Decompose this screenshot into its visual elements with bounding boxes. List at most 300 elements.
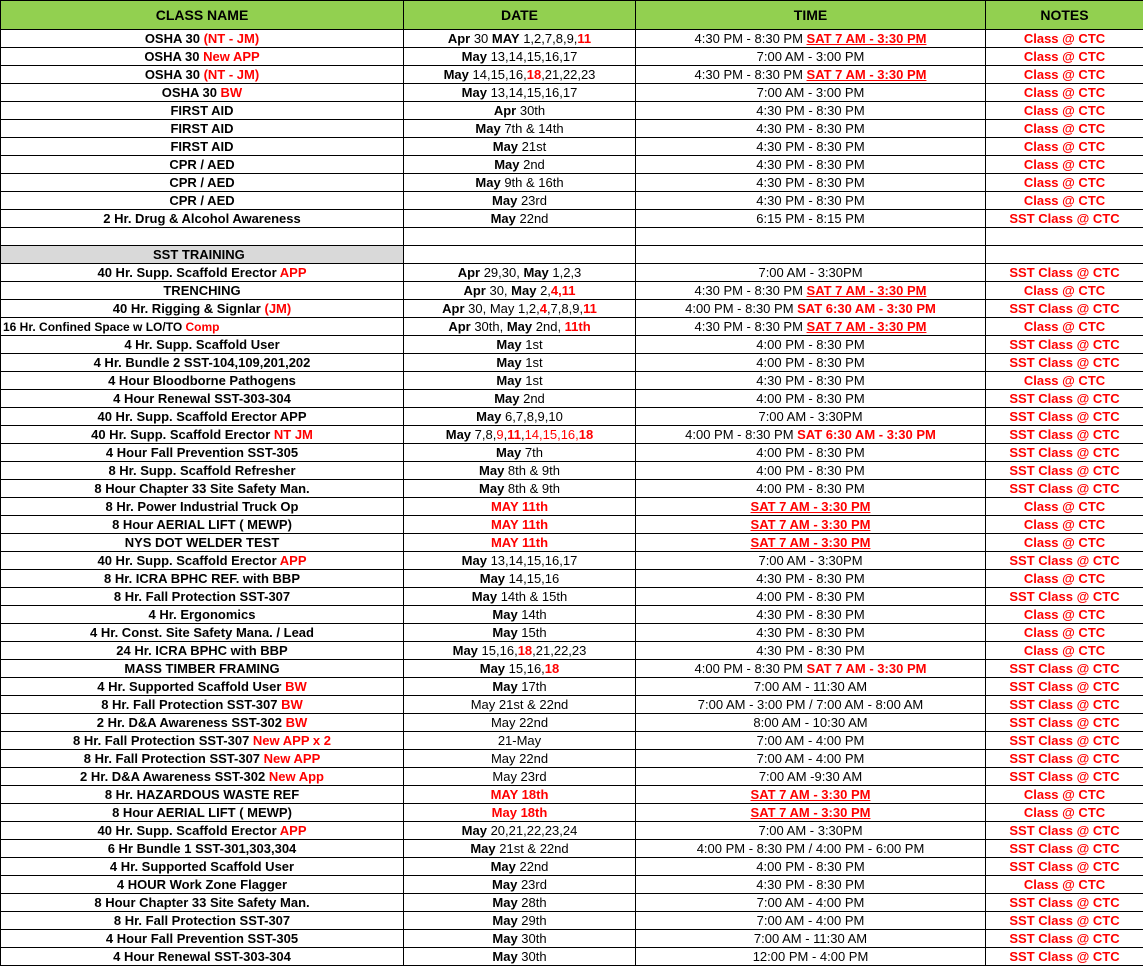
class-name-cell (1, 282, 404, 300)
class-name-cell (1, 192, 404, 210)
class-name-cell (1, 390, 404, 408)
class-name-cell (1, 948, 404, 966)
class-name-cell (1, 300, 404, 318)
text-run: 1,2,3 (548, 264, 582, 280)
text-run: 22nd (515, 858, 549, 874)
class-name-cell (1, 930, 404, 948)
table-row (1, 786, 1143, 804)
date-cell (404, 858, 636, 876)
notes-cell: SST Class @ CTC (986, 552, 1143, 570)
time-cell (636, 372, 986, 390)
text-run: OSHA 30 (144, 66, 204, 82)
text-run: 15,16, (477, 642, 518, 658)
text-run: 30th (517, 948, 547, 964)
class-name-cell (1, 912, 404, 930)
empty-cell (986, 246, 1143, 264)
notes-cell: SST Class @ CTC (986, 480, 1143, 498)
text-run: 4:30 PM - 8:30 PM (756, 876, 865, 892)
class-name-cell (1, 570, 404, 588)
text-run: May (492, 912, 518, 928)
text-run: May (494, 390, 520, 406)
text-run: 4 Hr. Supp. Scaffold User (124, 336, 280, 352)
text-run: 8 Hr. Fall Protection SST-307 (113, 912, 291, 928)
class-name-cell (1, 498, 404, 516)
text-run: May (461, 822, 487, 838)
notes-cell: SST Class @ CTC (986, 930, 1143, 948)
time-cell (636, 930, 986, 948)
text-run: May (461, 552, 487, 568)
date-cell (404, 138, 636, 156)
text-run: 2 Hr. D&A Awareness SST-302 (80, 768, 269, 784)
time-cell (636, 30, 986, 48)
table-row (1, 552, 1143, 570)
text-run: 7:00 AM - 3:00 PM (756, 84, 865, 100)
notes-cell: SST Class @ CTC (986, 210, 1143, 228)
text-run: May (471, 588, 498, 604)
empty-cell (1, 228, 404, 246)
text-run: 4:00 PM - 8:30 PM (756, 444, 865, 460)
text-run: May (443, 66, 469, 82)
table-row (1, 138, 1143, 156)
time-cell (636, 534, 986, 552)
text-run: 1st (521, 372, 543, 388)
text-run: 4,11 (550, 282, 576, 298)
notes-cell: SST Class @ CTC (986, 336, 1143, 354)
table-row (1, 462, 1143, 480)
text-run: May (496, 336, 522, 352)
text-run: 4:00 PM - 8:30 PM (756, 588, 865, 604)
text-run: 8 Hr. Fall Protection SST-307 (113, 588, 291, 604)
text-run: 4 Hr. Supported Scaffold User (109, 858, 295, 874)
text-run: May (506, 318, 533, 334)
text-run: BW (220, 84, 243, 100)
text-run: Apr (447, 30, 471, 46)
table-row (1, 768, 1143, 786)
text-run: TRENCHING (163, 282, 241, 298)
time-cell (636, 786, 986, 804)
time-cell (636, 822, 986, 840)
text-run: 20,21,22,23,24 (486, 822, 578, 838)
text-run: 4:30 PM - 8:30 PM (694, 282, 807, 298)
text-run: 4 (539, 300, 547, 316)
time-cell (636, 462, 986, 480)
time-cell (636, 84, 986, 102)
class-name-cell (1, 516, 404, 534)
time-cell (636, 678, 986, 696)
text-run: Apr (457, 264, 481, 280)
class-name-cell (1, 588, 404, 606)
time-cell (636, 264, 986, 282)
notes-cell: Class @ CTC (986, 138, 1143, 156)
text-run: 7:00 AM - 3:30PM (758, 264, 863, 280)
notes-cell: Class @ CTC (986, 174, 1143, 192)
text-run: 7:00 AM - 4:00 PM (756, 894, 865, 910)
text-run: 14,15,16 (505, 570, 560, 586)
text-run: May 18th (491, 804, 548, 820)
text-run: 8th & 9th (504, 480, 560, 496)
text-run: May (496, 444, 522, 460)
text-run: May (461, 48, 487, 64)
text-run: 30, May 1,2, (464, 300, 540, 316)
text-run: ,7,8,9, (546, 300, 584, 316)
table-row (1, 192, 1143, 210)
text-run: May (479, 660, 506, 676)
notes-cell: Class @ CTC (986, 84, 1143, 102)
text-run: 4 Hour Fall Prevention SST-305 (105, 444, 299, 460)
text-run: 7:00 AM - 3:30PM (758, 822, 863, 838)
time-cell (636, 66, 986, 84)
table-row (1, 300, 1143, 318)
text-run: 4 Hr. Ergonomics (148, 606, 256, 622)
date-cell (404, 120, 636, 138)
notes-cell: Class @ CTC (986, 498, 1143, 516)
time-cell (636, 732, 986, 750)
time-cell (636, 408, 986, 426)
date-cell (404, 480, 636, 498)
class-name-cell (1, 210, 404, 228)
text-run: Comp (185, 319, 220, 334)
header-class-name: CLASS NAME (1, 1, 404, 30)
time-cell (636, 354, 986, 372)
date-cell (404, 696, 636, 714)
table-row (1, 822, 1143, 840)
time-cell (636, 120, 986, 138)
text-run: May (490, 858, 516, 874)
class-name-cell (1, 696, 404, 714)
time-cell (636, 336, 986, 354)
class-name-cell (1, 354, 404, 372)
date-cell (404, 84, 636, 102)
text-run: MAY 11th (490, 498, 549, 514)
text-run: 18 (544, 660, 560, 676)
text-run: 7th (521, 444, 543, 460)
text-run: MAY 11th (490, 534, 549, 550)
text-run: CPR / AED (169, 192, 235, 208)
schedule-body (1, 30, 1143, 966)
text-run: SAT 6:30 AM - 3:30 PM (797, 426, 936, 442)
class-name-cell (1, 138, 404, 156)
time-cell (636, 714, 986, 732)
text-run: May (496, 354, 522, 370)
time-cell (636, 894, 986, 912)
date-cell (404, 48, 636, 66)
text-run: 4:00 PM - 8:30 PM (685, 426, 798, 442)
notes-cell: SST Class @ CTC (986, 948, 1143, 966)
date-cell (404, 354, 636, 372)
text-run: 6 Hr Bundle 1 SST-301,303,304 (107, 840, 297, 856)
text-run: 8 Hour Chapter 33 Site Safety Man. (94, 480, 310, 496)
date-cell (404, 174, 636, 192)
class-name-cell (1, 444, 404, 462)
text-run: 7,8, (471, 426, 497, 442)
text-run: 14,15,16, (524, 426, 579, 442)
table-row (1, 696, 1143, 714)
date-cell (404, 768, 636, 786)
time-cell (636, 48, 986, 66)
text-run: May (461, 84, 487, 100)
text-run: May (492, 894, 518, 910)
text-run: 4:30 PM - 8:30 PM (756, 372, 865, 388)
text-run: 8:00 AM - 10:30 AM (753, 714, 868, 730)
text-run: BW (285, 678, 307, 694)
table-row (1, 660, 1143, 678)
text-run: 7:00 AM - 11:30 AM (753, 678, 868, 694)
text-run: Apr (493, 102, 517, 118)
text-run: May (476, 408, 502, 424)
notes-cell: SST Class @ CTC (986, 390, 1143, 408)
notes-cell: Class @ CTC (986, 606, 1143, 624)
time-cell (636, 300, 986, 318)
text-run: 4:00 PM - 8:30 PM (756, 336, 865, 352)
text-run: 21-May (497, 732, 542, 748)
table-row (1, 426, 1143, 444)
notes-cell: SST Class @ CTC (986, 300, 1143, 318)
text-run: 8 Hr. Fall Protection SST-307 (73, 732, 253, 748)
text-run: 2nd, (532, 318, 565, 334)
text-run: MAY 11th (490, 516, 549, 532)
notes-cell: Class @ CTC (986, 642, 1143, 660)
text-run: 8th & 9th (504, 462, 560, 478)
text-run: (NT - JM) (203, 66, 260, 82)
text-run: May (492, 606, 518, 622)
text-run: 14th & 15th (497, 588, 568, 604)
table-row (1, 30, 1143, 48)
time-cell (636, 390, 986, 408)
header-row (1, 1, 1143, 30)
table-row (1, 264, 1143, 282)
date-cell (404, 30, 636, 48)
date-cell (404, 912, 636, 930)
table-row (1, 156, 1143, 174)
text-run: 4:00 PM - 8:30 PM (685, 300, 798, 316)
text-run: 40 Hr. Supp. Scaffold Erector (91, 426, 274, 442)
notes-cell: Class @ CTC (986, 30, 1143, 48)
text-run: 8 Hr. Supp. Scaffold Refresher (108, 462, 296, 478)
class-name-cell (1, 876, 404, 894)
date-cell (404, 786, 636, 804)
text-run: MASS TIMBER FRAMING (124, 660, 280, 676)
class-name-cell (1, 336, 404, 354)
text-run: 8 Hr. Power Industrial Truck Op (105, 498, 299, 514)
text-run: MAY 18th (490, 786, 549, 802)
text-run: May (452, 642, 478, 658)
text-run: 4 Hr. Bundle 2 SST-104,109,201,202 (93, 354, 311, 370)
text-run: May 23rd (492, 768, 547, 784)
text-run: 2nd (519, 390, 545, 406)
text-run: 4:30 PM - 8:30 PM (694, 318, 807, 334)
class-name-cell (1, 534, 404, 552)
text-run: 2nd (519, 156, 545, 172)
time-cell (636, 426, 986, 444)
text-run: SAT 6:30 AM - 3:30 PM (797, 300, 936, 316)
text-run: 8 Hr. Fall Protection SST-307 (83, 750, 264, 766)
date-cell (404, 390, 636, 408)
text-run: , (520, 426, 525, 442)
class-name-cell (1, 606, 404, 624)
table-row (1, 732, 1143, 750)
text-run: (JM) (264, 300, 292, 316)
class-name-cell (1, 750, 404, 768)
text-run: 24 Hr. ICRA BPHC with BBP (116, 642, 288, 658)
text-run: 4 Hr. Supported Scaffold User (97, 678, 286, 694)
text-run: 7:00 AM -9:30 AM (758, 768, 863, 784)
text-run: SAT 7 AM - 3:30 PM (750, 498, 871, 514)
text-run: APP (279, 264, 307, 280)
date-cell (404, 732, 636, 750)
text-run: 7:00 AM - 3:00 PM / 7:00 AM - 8:00 AM (697, 696, 924, 712)
class-name-cell (1, 30, 404, 48)
class-name-cell (1, 318, 404, 336)
text-run: 21st & 22nd (495, 840, 569, 856)
text-run: May (445, 426, 472, 442)
date-cell (404, 210, 636, 228)
text-run: 6,7,8,9,10 (501, 408, 563, 424)
time-cell (636, 624, 986, 642)
text-run: OSHA 30 (144, 30, 204, 46)
text-run: New APP (203, 48, 260, 64)
class-name-cell (1, 714, 404, 732)
date-cell (404, 372, 636, 390)
text-run: SAT 7 AM - 3:30 PM (806, 318, 927, 334)
time-cell (636, 858, 986, 876)
text-run: FIRST AID (170, 102, 234, 118)
date-cell (404, 336, 636, 354)
text-run: 2 Hr. D&A Awareness SST-302 (96, 714, 286, 730)
table-row (1, 282, 1143, 300)
table-row (1, 606, 1143, 624)
text-run: 8 Hour AERIAL LIFT ( MEWP) (112, 516, 292, 532)
text-run: (NT - JM) (203, 30, 260, 46)
time-cell (636, 876, 986, 894)
text-run: 30 (470, 30, 492, 46)
time-cell (636, 282, 986, 300)
header-time: TIME (636, 1, 986, 30)
notes-cell: SST Class @ CTC (986, 858, 1143, 876)
date-cell (404, 516, 636, 534)
text-run: FIRST AID (170, 120, 234, 136)
table-row (1, 372, 1143, 390)
text-run: 6:15 PM - 8:15 PM (756, 210, 865, 226)
text-run: 30th, (470, 318, 507, 334)
text-run: 4:30 PM - 8:30 PM (756, 120, 865, 136)
class-name-cell (1, 48, 404, 66)
class-name-cell (1, 840, 404, 858)
text-run: 16 Hr. Confined Space w LO/TO (3, 319, 186, 334)
time-cell (636, 840, 986, 858)
text-run: SAT 7 AM - 3:30 PM (750, 804, 871, 820)
text-run: 13,14,15,16,17 (486, 84, 578, 100)
text-run: 40 Hr. Supp. Scaffold Erector APP (97, 408, 307, 424)
text-run: CPR / AED (169, 174, 235, 190)
date-cell (404, 750, 636, 768)
class-name-cell (1, 858, 404, 876)
date-cell (404, 444, 636, 462)
table-row (1, 804, 1143, 822)
class-name-cell (1, 426, 404, 444)
date-cell (404, 192, 636, 210)
blank-row (1, 228, 1143, 246)
text-run: 1st (521, 354, 543, 370)
text-run: 2 Hr. Drug & Alcohol Awareness (103, 210, 301, 226)
text-run: 7:00 AM - 3:30PM (758, 408, 863, 424)
text-run: 4 Hour Bloodborne Pathogens (108, 372, 296, 388)
class-name-cell (1, 624, 404, 642)
date-cell (404, 822, 636, 840)
text-run: New APP x 2 (252, 732, 331, 748)
text-run: 9th & 16th (500, 174, 564, 190)
text-run: Apr (463, 282, 486, 298)
class-name-cell (1, 120, 404, 138)
time-cell (636, 156, 986, 174)
text-run: 4:30 PM - 8:30 PM (756, 156, 865, 172)
notes-cell: Class @ CTC (986, 156, 1143, 174)
text-run: May (494, 156, 520, 172)
text-run: Apr (448, 318, 471, 334)
text-run: 1st (521, 336, 543, 352)
table-row (1, 714, 1143, 732)
notes-cell: SST Class @ CTC (986, 678, 1143, 696)
empty-cell (636, 246, 986, 264)
table-row (1, 642, 1143, 660)
notes-cell: SST Class @ CTC (986, 822, 1143, 840)
table-row (1, 336, 1143, 354)
class-name-cell (1, 552, 404, 570)
class-name-cell (1, 372, 404, 390)
notes-cell: Class @ CTC (986, 48, 1143, 66)
text-run: 4 Hour Renewal SST-303-304 (113, 948, 291, 964)
text-run: BW (281, 696, 303, 712)
table-row (1, 930, 1143, 948)
text-run: May (523, 264, 549, 280)
text-run: 22nd (515, 210, 549, 226)
text-run: OSHA 30 (161, 84, 221, 100)
text-run: 15,16, (505, 660, 545, 676)
notes-cell: SST Class @ CTC (986, 696, 1143, 714)
empty-cell (986, 228, 1143, 246)
notes-cell: SST Class @ CTC (986, 408, 1143, 426)
class-name-cell (1, 678, 404, 696)
text-run: CPR / AED (169, 156, 235, 172)
date-cell (404, 660, 636, 678)
table-row (1, 84, 1143, 102)
text-run: 12:00 PM - 4:00 PM (752, 948, 869, 964)
text-run: MAY (491, 30, 520, 46)
class-name-cell (1, 804, 404, 822)
text-run: 28th (517, 894, 547, 910)
text-run: 7:00 AM - 4:00 PM (756, 912, 865, 928)
class-name-cell (1, 174, 404, 192)
table-row (1, 408, 1143, 426)
text-run: 8 Hr. HAZARDOUS WASTE REF (104, 786, 300, 802)
text-run: 11 (577, 30, 592, 46)
notes-cell: SST Class @ CTC (986, 426, 1143, 444)
text-run: FIRST AID (170, 138, 234, 154)
notes-cell: SST Class @ CTC (986, 444, 1143, 462)
text-run: 4:30 PM - 8:30 PM (756, 606, 865, 622)
text-run: 11 (583, 300, 597, 316)
date-cell (404, 408, 636, 426)
table-row (1, 120, 1143, 138)
table-row (1, 354, 1143, 372)
text-run: May (496, 372, 522, 388)
text-run: 4:30 PM - 8:30 PM (756, 642, 865, 658)
notes-cell: Class @ CTC (986, 570, 1143, 588)
date-cell (404, 588, 636, 606)
text-run: OSHA 30 (144, 48, 204, 64)
time-cell (636, 606, 986, 624)
date-cell (404, 318, 636, 336)
table-row (1, 840, 1143, 858)
